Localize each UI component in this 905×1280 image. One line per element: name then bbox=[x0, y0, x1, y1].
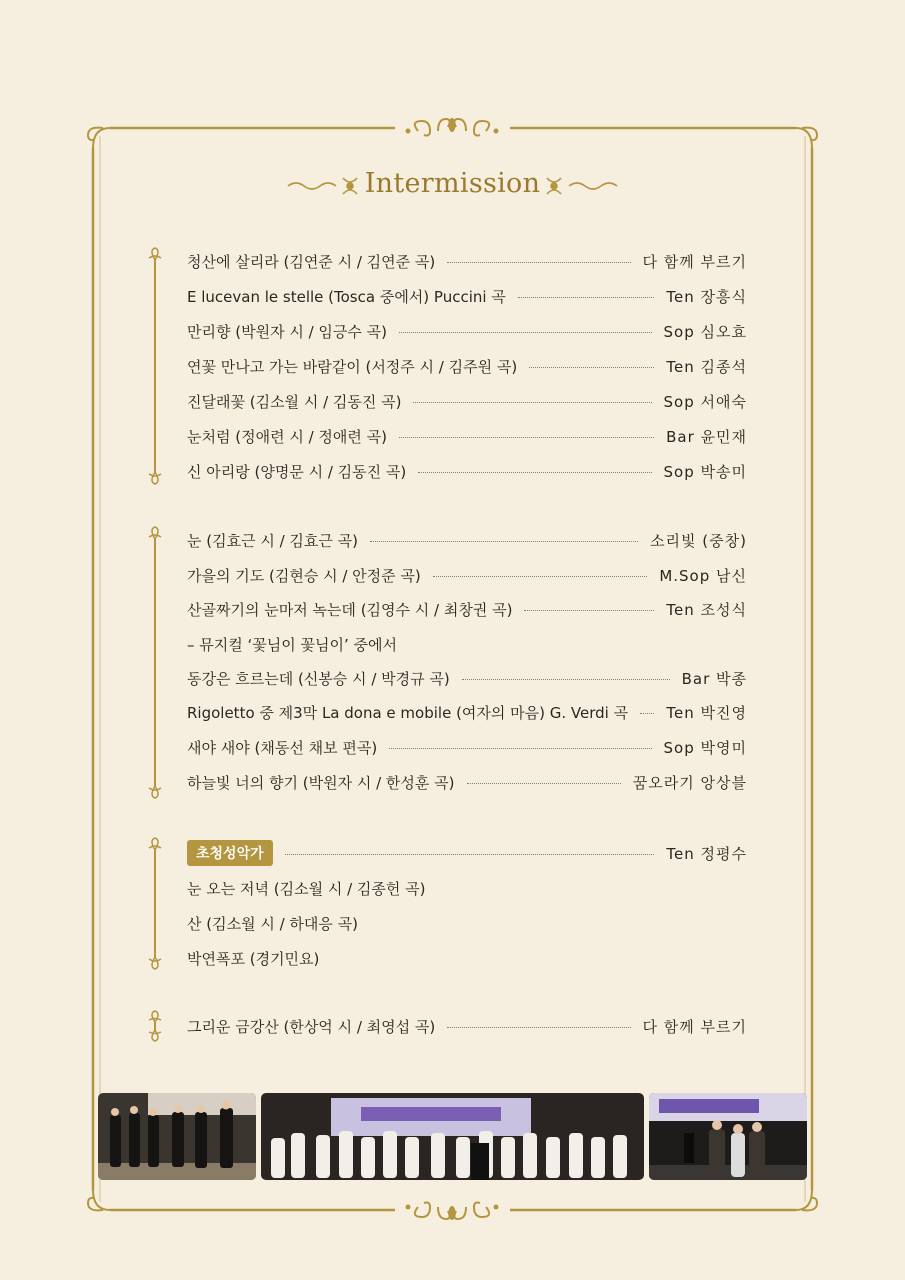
piece-title: 눈처럼 (정애련 시 / 정애련 곡) bbox=[187, 427, 387, 446]
performer: 소리빛 (중창) bbox=[650, 531, 747, 550]
program-row bbox=[187, 281, 747, 311]
program-row bbox=[187, 246, 747, 276]
program-row bbox=[187, 316, 747, 346]
piece-title: 신 아리랑 (양명문 시 / 김동진 곡) bbox=[187, 462, 407, 481]
leader-dots bbox=[399, 332, 652, 333]
performer: Sop 박영미 bbox=[663, 738, 747, 757]
performer: Ten 박진영 bbox=[666, 703, 747, 722]
program-row bbox=[187, 873, 747, 903]
piece-title: 만리향 (박원자 시 / 임긍수 곡) bbox=[187, 322, 387, 341]
leader-dots bbox=[529, 367, 654, 368]
leader-dots bbox=[518, 297, 655, 298]
leader-dots bbox=[524, 610, 654, 611]
leader-dots bbox=[447, 1027, 630, 1028]
program-row bbox=[187, 697, 747, 727]
program-group-2 bbox=[145, 525, 755, 800]
program-row bbox=[187, 943, 747, 973]
program-group-4 bbox=[145, 1010, 755, 1042]
program-row bbox=[187, 351, 747, 381]
program-group-1 bbox=[145, 246, 755, 486]
program-row bbox=[187, 1011, 747, 1041]
leader-dots bbox=[640, 713, 654, 714]
performer: Sop 서애숙 bbox=[663, 392, 747, 411]
performer: Ten 장흥식 bbox=[666, 287, 747, 306]
piece-title: 눈 오는 저녁 (김소월 시 / 김종헌 곡) bbox=[187, 879, 426, 898]
piece-title: 산 (김소월 시 / 하대응 곡) bbox=[187, 914, 359, 933]
performer: Bar 박종 bbox=[681, 669, 747, 688]
performer: Ten 김종석 bbox=[666, 357, 747, 376]
leader-dots bbox=[413, 402, 651, 403]
leader-dots bbox=[462, 679, 670, 680]
program-row bbox=[187, 732, 747, 762]
piece-title: 박연폭포 (경기민요) bbox=[187, 949, 320, 968]
piece-title: 진달래꽃 (김소월 시 / 김동진 곡) bbox=[187, 392, 402, 411]
program-row bbox=[187, 767, 747, 797]
program-row bbox=[187, 560, 747, 590]
program-row bbox=[187, 525, 747, 555]
leader-dots bbox=[447, 262, 630, 263]
piece-title: 연꽃 만나고 가는 바람같이 (서정주 시 / 김주원 곡) bbox=[187, 357, 518, 376]
program-row bbox=[187, 421, 747, 451]
photo-male-singers bbox=[98, 1093, 256, 1180]
leader-dots bbox=[433, 576, 648, 577]
bracket-ornament bbox=[145, 246, 165, 486]
program-row bbox=[187, 663, 747, 693]
piece-subtitle: – 뮤지컬 ‘꽃님이 꽃님이’ 중에서 bbox=[187, 635, 397, 654]
piece-title: 청산에 살리라 (김연준 시 / 김연준 곡) bbox=[187, 252, 436, 271]
performer: Sop 심오효 bbox=[663, 322, 747, 341]
piece-title: 동강은 흐르는데 (신봉승 시 / 박경규 곡) bbox=[187, 669, 450, 688]
piece-title: 그리운 금강산 (한상억 시 / 최영섭 곡) bbox=[187, 1017, 436, 1036]
piece-title: 새야 새야 (채동선 채보 편곡) bbox=[187, 738, 378, 757]
performer: 다 함께 부르기 bbox=[642, 1017, 747, 1036]
program-row bbox=[187, 908, 747, 938]
performer: 꿈오라기 앙상블 bbox=[632, 773, 747, 792]
performer: Sop 박송미 bbox=[663, 462, 747, 481]
program-row bbox=[187, 594, 747, 624]
leader-dots bbox=[418, 472, 651, 473]
bracket-ornament bbox=[145, 1010, 165, 1042]
leader-dots bbox=[370, 541, 638, 542]
program-group-3 bbox=[145, 836, 755, 971]
piece-title: Rigoletto 중 제3막 La dona e mobile (여자의 마음) G. Verdi 곡 bbox=[187, 703, 629, 722]
photo-award-ceremony bbox=[649, 1093, 807, 1180]
piece-title: 눈 (김효근 시 / 김효근 곡) bbox=[187, 531, 359, 550]
program-row-subtitle bbox=[187, 629, 747, 659]
performer: Ten 정평수 bbox=[666, 844, 747, 863]
performer: M.Sop 남신 bbox=[659, 566, 747, 585]
performer: Bar 윤민재 bbox=[666, 427, 747, 446]
program-row bbox=[187, 456, 747, 486]
leader-dots bbox=[285, 854, 655, 855]
program-row bbox=[187, 838, 747, 868]
program-row bbox=[187, 386, 747, 416]
bracket-ornament bbox=[145, 525, 165, 800]
leader-dots bbox=[467, 783, 621, 784]
leader-dots bbox=[399, 437, 654, 438]
leader-dots bbox=[389, 748, 651, 749]
performer: Ten 조성식 bbox=[666, 600, 747, 619]
piece-title: 가을의 기도 (김현승 시 / 안정준 곡) bbox=[187, 566, 421, 585]
photo-choir bbox=[261, 1093, 644, 1180]
bracket-ornament bbox=[145, 836, 165, 971]
piece-title: 하늘빛 너의 향기 (박원자 시 / 한성훈 곡) bbox=[187, 773, 455, 792]
page-title: Intermission bbox=[364, 168, 541, 199]
piece-title: E lucevan le stelle (Tosca 중에서) Puccini 곡 bbox=[187, 287, 506, 306]
guest-singer-badge: 초청성악가 bbox=[187, 840, 273, 866]
piece-title: 산골짜기의 눈마저 녹는데 (김영수 시 / 최창권 곡) bbox=[187, 600, 513, 619]
performer: 다 함께 부르기 bbox=[642, 252, 747, 271]
